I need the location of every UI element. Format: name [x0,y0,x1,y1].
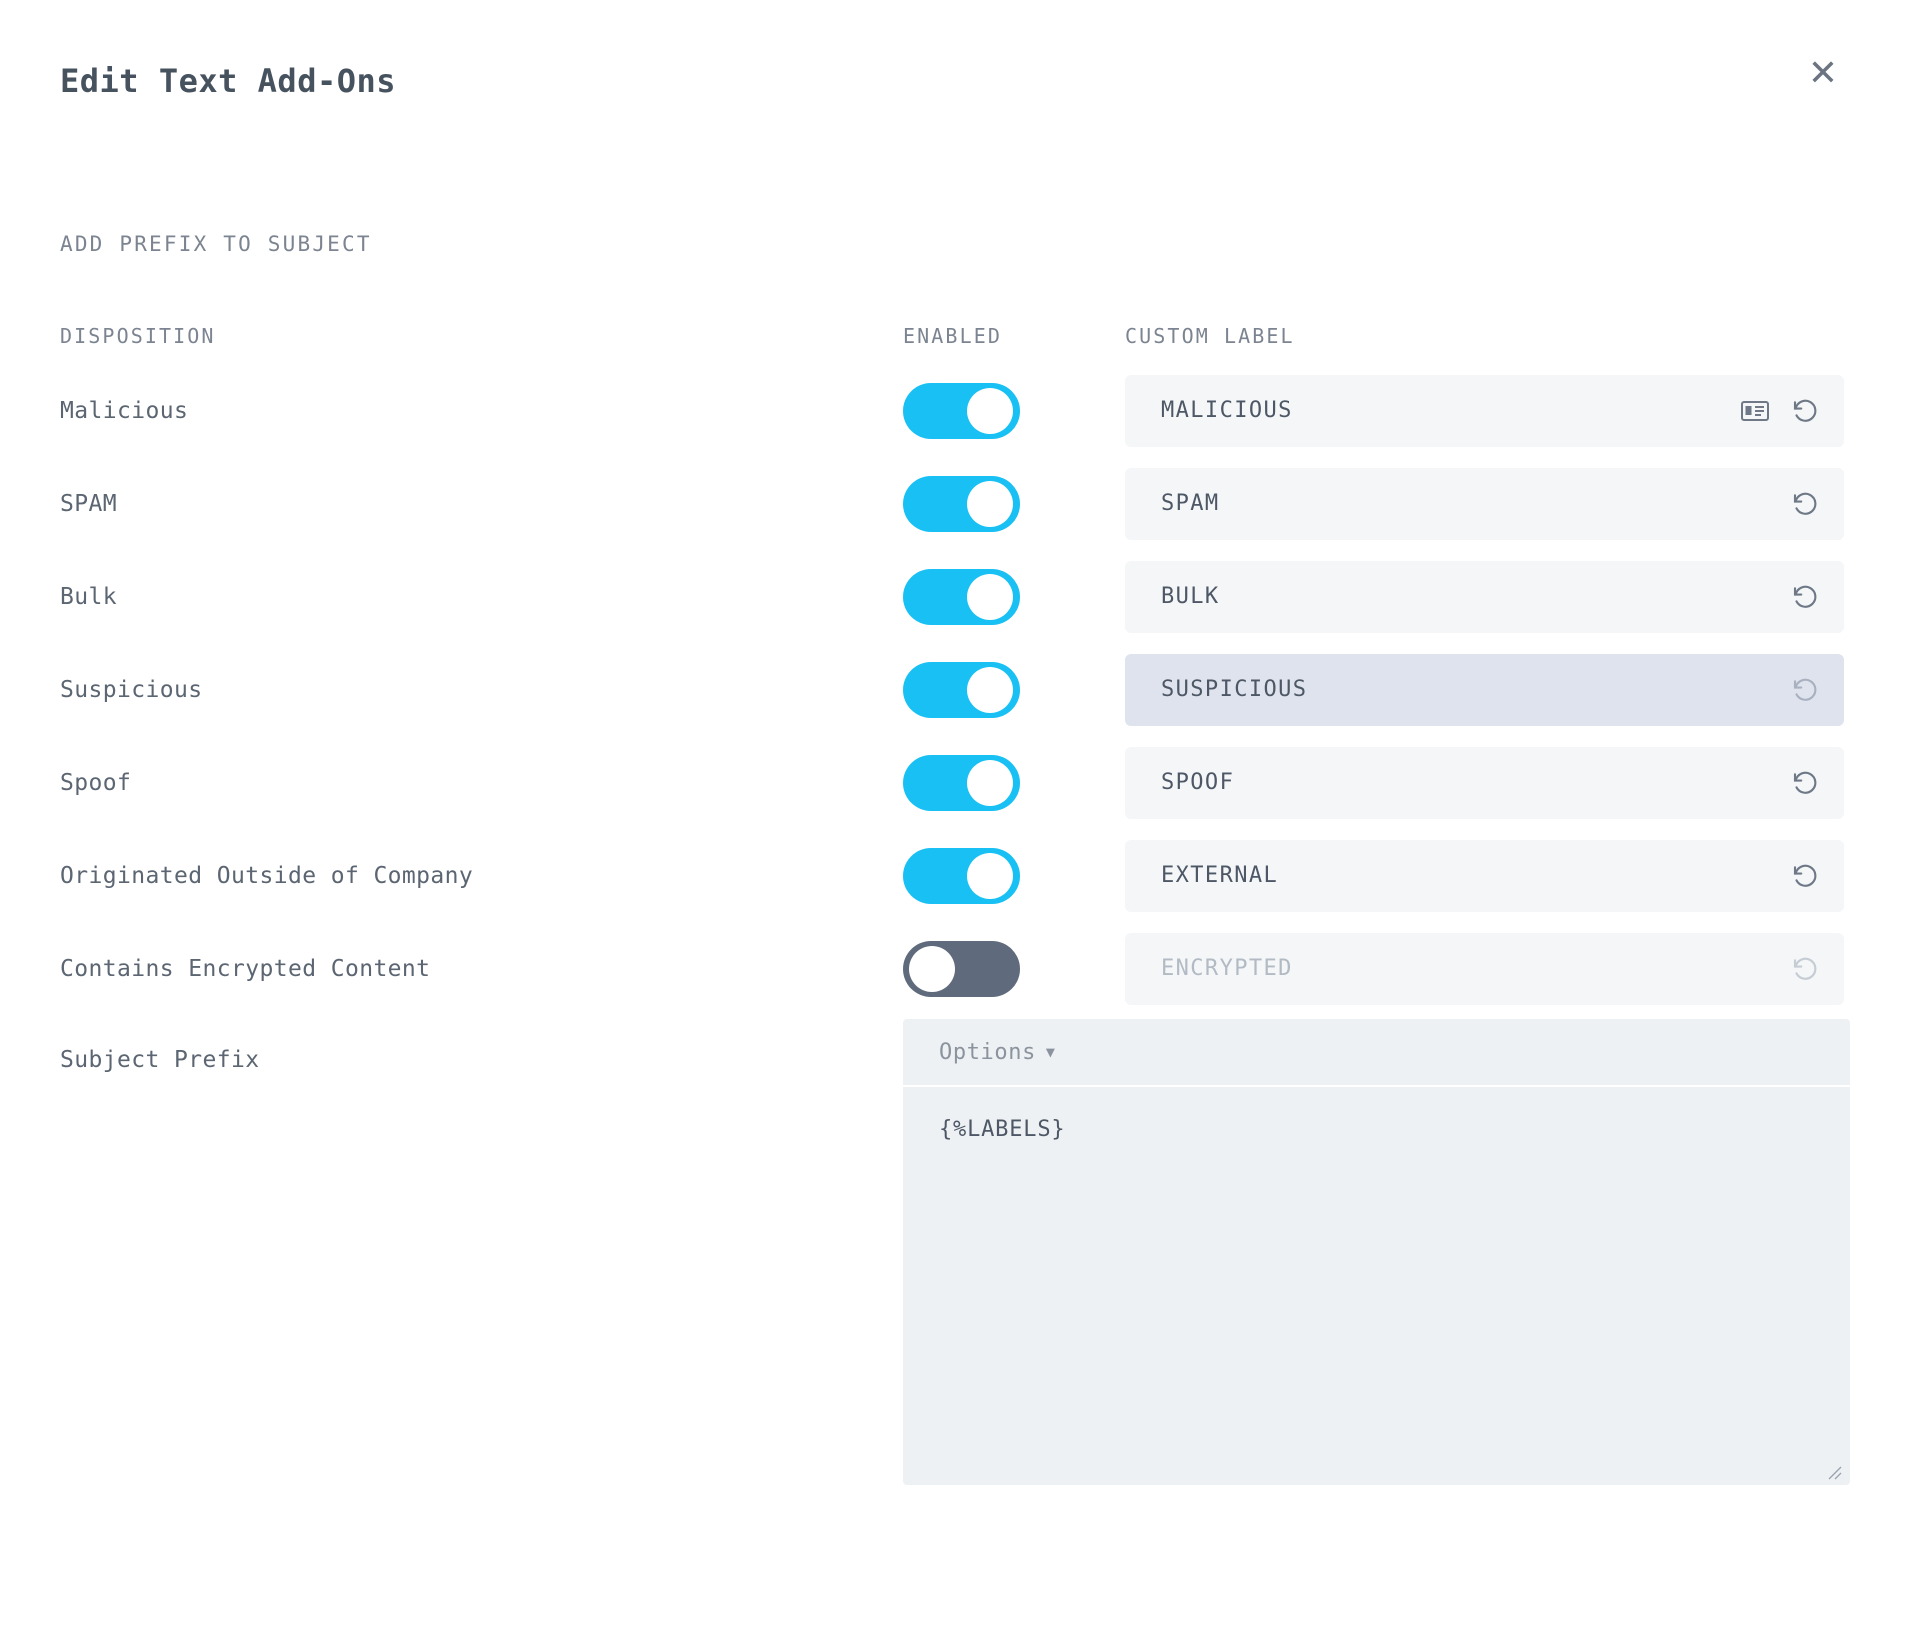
reset-icon[interactable] [1788,673,1822,707]
field-icons [1788,673,1822,707]
custom-label-field-suspicious[interactable] [1125,654,1844,726]
toggle-enabled-suspicious[interactable] [903,662,1020,718]
close-icon[interactable]: ✕ [1807,53,1838,94]
toggle-knob [967,481,1013,527]
toggle-knob [909,946,955,992]
subject-prefix-editor [903,1019,1850,1485]
options-dropdown-button[interactable] [939,1040,1056,1065]
toggle-enabled-malicious[interactable] [903,383,1020,439]
custom-label-value: MALICIOUS [1161,398,1293,423]
disposition-label: SPAM [60,490,117,517]
reset-icon[interactable] [1788,766,1822,800]
custom-label-value: SPOOF [1161,770,1235,795]
table-row [60,364,1850,457]
custom-label-cell [1125,375,1850,447]
disposition-label: Spoof [60,769,132,796]
editor-toolbar [903,1019,1850,1085]
insert-variable-icon[interactable] [1738,394,1772,428]
custom-label-cell [1125,561,1850,633]
subject-prefix-section [60,1019,1848,1485]
custom-label-cell [1125,747,1850,819]
custom-label-cell [1125,840,1850,912]
toggle-enabled-spoof[interactable] [903,755,1020,811]
field-icons [1788,952,1822,986]
disposition-label: Contains Encrypted Content [60,955,431,982]
toggle-knob [967,388,1013,434]
options-label: Options [939,1039,1036,1065]
toggle-knob [967,853,1013,899]
enabled-cell [903,476,1125,532]
toggle-enabled-spam[interactable] [903,476,1020,532]
subject-prefix-value: {%LABELS} [939,1117,1066,1142]
toggle-enabled-encrypted[interactable] [903,941,1020,997]
custom-label-cell [1125,654,1850,726]
custom-label-value: SPAM [1161,491,1220,516]
disposition-label: Originated Outside of Company [60,862,474,889]
table-header-row [60,308,1850,364]
field-icons [1788,766,1822,800]
enabled-cell [903,383,1125,439]
reset-icon[interactable] [1788,580,1822,614]
custom-label-field-external[interactable] [1125,840,1844,912]
reset-icon[interactable] [1788,487,1822,521]
field-icons [1788,580,1822,614]
custom-label-value: ENCRYPTED [1161,956,1293,981]
resize-handle-icon[interactable] [1824,1461,1842,1479]
custom-label-value: SUSPICIOUS [1161,677,1308,702]
field-icons [1788,859,1822,893]
toggle-knob [967,667,1013,713]
section-label-add-prefix-to-subject: ADD PREFIX TO SUBJECT [60,232,372,256]
custom-label-field-bulk[interactable] [1125,561,1844,633]
chevron-down-icon: ▼ [1045,1043,1056,1061]
column-header-custom-label: CUSTOM LABEL [1125,324,1295,348]
disposition-label: Bulk [60,583,117,610]
toggle-knob [967,574,1013,620]
table-row [60,922,1850,1015]
table-row [60,829,1850,922]
disposition-table [60,308,1850,1015]
custom-label-value: BULK [1161,584,1220,609]
custom-label-cell [1125,933,1850,1005]
reset-icon[interactable] [1788,394,1822,428]
custom-label-value: EXTERNAL [1161,863,1279,888]
disposition-label: Malicious [60,397,189,424]
field-icons [1738,394,1822,428]
subject-prefix-label: Subject Prefix [60,1047,260,1073]
custom-label-field-spam[interactable] [1125,468,1844,540]
subject-prefix-textarea[interactable] [903,1087,1850,1485]
enabled-cell [903,569,1125,625]
page-title: Edit Text Add-Ons [60,62,397,100]
table-row [60,550,1850,643]
enabled-cell [903,941,1125,997]
column-header-disposition: DISPOSITION [60,324,216,348]
table-row [60,643,1850,736]
custom-label-cell [1125,468,1850,540]
reset-icon[interactable] [1788,859,1822,893]
enabled-cell [903,662,1125,718]
enabled-cell [903,848,1125,904]
custom-label-field-encrypted [1125,933,1844,1005]
custom-label-field-malicious[interactable] [1125,375,1844,447]
toggle-knob [967,760,1013,806]
table-row [60,736,1850,829]
enabled-cell [903,755,1125,811]
field-icons [1788,487,1822,521]
column-header-enabled: ENABLED [903,324,1002,348]
toggle-enabled-bulk[interactable] [903,569,1020,625]
reset-icon [1788,952,1822,986]
dialog-header [60,52,1848,100]
toggle-enabled-external[interactable] [903,848,1020,904]
table-row [60,457,1850,550]
disposition-label: Suspicious [60,676,203,703]
custom-label-field-spoof[interactable] [1125,747,1844,819]
